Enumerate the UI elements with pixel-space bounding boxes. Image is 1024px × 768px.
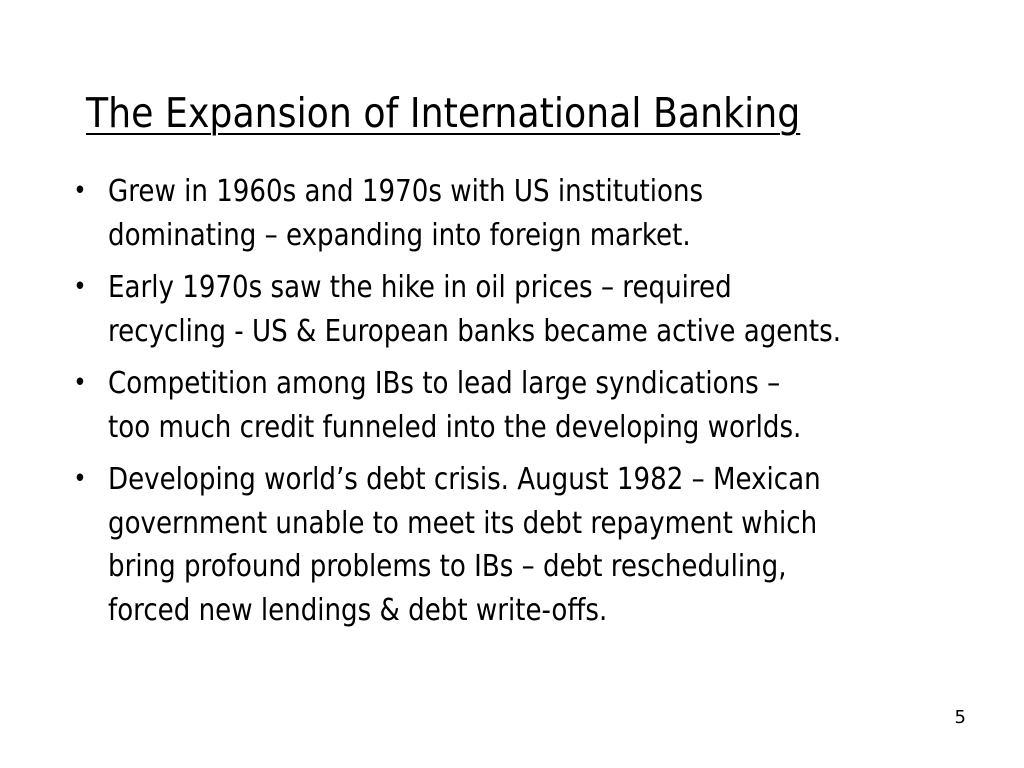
bullet-line: bring profound problems to IBs – debt rescheduling, — [108, 549, 787, 584]
bullet-line: government unable to meet its debt repayment which — [108, 505, 818, 541]
bullet-icon: • — [73, 272, 87, 302]
bullet-line: dominating – expanding into foreign market. — [108, 217, 691, 253]
bullet-item — [68, 170, 982, 257]
bullet-icon: • — [73, 176, 87, 206]
bullet-line: Developing world’s debt crisis. August 1982 – Mexican — [108, 462, 821, 497]
bullet-line: Competition among IBs to lead large syndications – — [108, 366, 781, 401]
page-number: 5 — [954, 707, 966, 728]
bullet-list — [68, 170, 982, 641]
bullet-icon: • — [73, 368, 87, 398]
bullet-line: Early 1970s saw the hike in oil prices – required — [108, 270, 732, 305]
bullet-line: Grew in 1960s and 1970s with US institutions — [108, 174, 704, 209]
slide-title: The Expansion of International Banking — [86, 89, 801, 137]
bullet-item — [68, 266, 982, 353]
bullet-line: too much credit funneled into the developing worlds. — [108, 409, 802, 445]
bullet-line: forced new lendings & debt write-offs. — [108, 592, 608, 628]
bullet-item — [68, 362, 982, 449]
bullet-icon: • — [73, 464, 87, 494]
bullet-item — [68, 458, 982, 632]
bullet-line: recycling - US & European banks became active agents. — [108, 313, 842, 349]
